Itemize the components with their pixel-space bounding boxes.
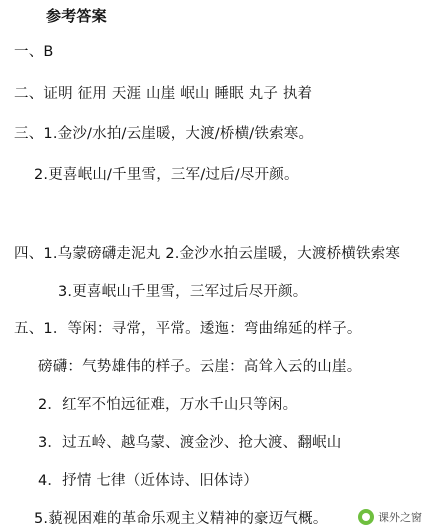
answer-section-3-item-1: 三、1.金沙/水拍/云崖暖，大渡/桥横/铁索寒。 <box>14 126 314 142</box>
answer-section-5-item-4: 4．抒情 七律（近体诗、旧体诗） <box>38 473 259 489</box>
answer-section-4-item-2: 3.更喜岷山千里雪，三军过后尽开颜。 <box>58 284 308 300</box>
answer-section-5-item-2: 2．红军不怕远征难，万水千山只等闲。 <box>38 397 298 413</box>
wechat-logo-icon <box>358 509 374 525</box>
answer-section-3-item-2: 2.更喜岷山/千里雪，三军/过后/尽开颜。 <box>34 167 299 183</box>
watermark <box>358 509 422 525</box>
answer-section-2: 二、证明 征用 天涯 山崖 岷山 睡眠 丸子 执着 <box>14 86 313 102</box>
watermark-text: 课外之窗 <box>378 511 422 524</box>
answer-section-5-item-1: 五、1．等闲：寻常，平常。逶迤：弯曲绵延的样子。 <box>14 321 362 337</box>
answer-section-5-item-3: 3．过五岭、越乌蒙、渡金沙、抢大渡、翻岷山 <box>38 435 342 451</box>
answer-section-1: 一、B <box>14 44 54 60</box>
document-title: 参考答案 <box>46 7 107 25</box>
answer-section-5-item-1-cont: 磅礴：气势雄伟的样子。云崖：高耸入云的山崖。 <box>38 359 362 375</box>
answer-section-5-item-5: 5.藐视困难的革命乐观主义精神的豪迈气概。 <box>34 511 328 527</box>
answer-section-4-item-1: 四、1.乌蒙磅礴走泥丸 2.金沙水拍云崖暖，大渡桥横铁索寒 <box>14 246 401 262</box>
